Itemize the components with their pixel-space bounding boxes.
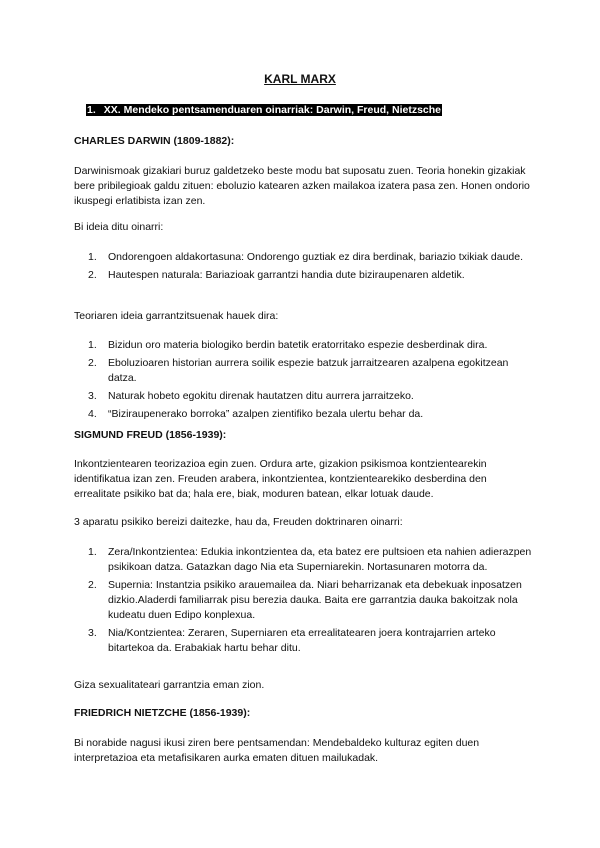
darwin-key-ideas-list xyxy=(74,338,534,425)
freud-apparatus-lead: 3 aparatu psikiko bereizi daitezke, hau da, Freuden doktrinaren oinarri: xyxy=(74,516,403,528)
list-item xyxy=(74,578,534,623)
list-item xyxy=(74,407,534,422)
list-item xyxy=(74,389,534,404)
freud-closing: Giza sexualitateari garrantzia eman zion. xyxy=(74,679,265,691)
list-text: Naturak hobeto egokitu direnak hautatzen ditu aurrera jarraitzeko. xyxy=(108,390,414,402)
freud-apparatus-list xyxy=(74,545,534,659)
list-number: 1. xyxy=(88,339,97,351)
list-item xyxy=(74,545,534,575)
list-item xyxy=(74,626,534,656)
list-item xyxy=(74,356,534,386)
list-item xyxy=(74,268,534,283)
list-item xyxy=(74,338,534,353)
list-text: Zera/Inkontzientea: Edukia inkontzientea da, eta batez ere pultsioen eta nahien adierazpen psikikoan datza. Gatazkan dago Nia eta Superniarekin. Nortasunaren motorra da. xyxy=(108,546,532,573)
freud-intro: Inkontzientearen teorizazioa egin zuen. Ordura arte, gizakion psikismoa kontzientearekin identifikatua izan zen. Freuden arabera, inkontzientea, kontzientearekiko desberdina den errealitate psikiko bat da; hala ere, biak, moduren batean, elkar lotuak daude. xyxy=(74,458,487,500)
list-number: 2. xyxy=(88,269,97,281)
list-item xyxy=(74,250,534,265)
list-number: 4. xyxy=(88,408,97,420)
section-title: XX. Mendeko pentsamenduaren oinarriak: Darwin, Freud, Nietzsche xyxy=(103,104,442,116)
list-number: 3. xyxy=(88,390,97,402)
darwin-intro: Darwinismoak gizakiari buruz galdetzeko beste modu bat suposatu zuen. Teoria honekin gizakiak bere pribilegioak galdu zituen: eboluzio katearen azken mailakoa izatera pasa zen. Honen ondorio ikuspegi erlatibista izan zen. xyxy=(74,165,530,207)
section-number: 1. xyxy=(87,104,96,116)
list-text: Bizidun oro materia biologiko berdin batetik eratorritako espezie desberdinak dira. xyxy=(108,339,488,351)
section-heading-highlight xyxy=(86,104,442,116)
list-text: Eboluzioaren historian aurrera soilik espezie batzuk jarraitzearen azalpena egokitzean datza. xyxy=(108,357,509,384)
list-text: Ondorengoen aldakortasuna: Ondorengo guztiak ez dira berdinak, bariazio txikiak daude. xyxy=(108,251,524,263)
darwin-key-lead: Teoriaren ideia garrantzitsuenak hauek dira: xyxy=(74,310,279,322)
list-number: 1. xyxy=(88,251,97,263)
darwin-ideas-lead: Bi ideia ditu oinarri: xyxy=(74,221,164,233)
list-text: Supernia: Instantzia psikiko arauemailea da. Niari beharrizanak eta debekuak inposatzen dizkio.Aladerdi familiarrak pisu berezia dauka. Baita ere garrantzia dauka bakoitzak nola kudeatu duen Edipo konplexua. xyxy=(108,579,522,621)
page-title: KARL MARX xyxy=(264,72,336,86)
list-text: Hautespen naturala: Bariazioak garrantzi handia dute biziraupenaren aldetik. xyxy=(108,269,465,281)
freud-heading: SIGMUND FREUD (1856-1939): xyxy=(74,429,227,441)
nietzsche-heading: FRIEDRICH NIETZCHE (1856-1939): xyxy=(74,707,251,719)
list-text: Nia/Kontzientea: Zeraren, Superniaren eta errealitatearen joera kontrajarrien arteko bitartekoa da. Erabakiak hartu behar ditu. xyxy=(108,627,496,654)
list-number: 3. xyxy=(88,627,97,639)
list-number: 1. xyxy=(88,546,97,558)
list-text: “Biziraupenerako borroka” azalpen zientifiko bezala ulertu behar da. xyxy=(108,408,424,420)
nietzsche-intro: Bi norabide nagusi ikusi ziren bere pentsamendan: Mendebaldeko kulturaz egiten duen interpretazioa eta metafisikaren aurka ematen dituen mailukadak. xyxy=(74,737,480,764)
list-number: 2. xyxy=(88,357,97,369)
darwin-ideas-list xyxy=(74,250,534,286)
list-number: 2. xyxy=(88,579,97,591)
section-heading xyxy=(86,103,442,118)
darwin-heading: CHARLES DARWIN (1809-1882): xyxy=(74,135,235,147)
